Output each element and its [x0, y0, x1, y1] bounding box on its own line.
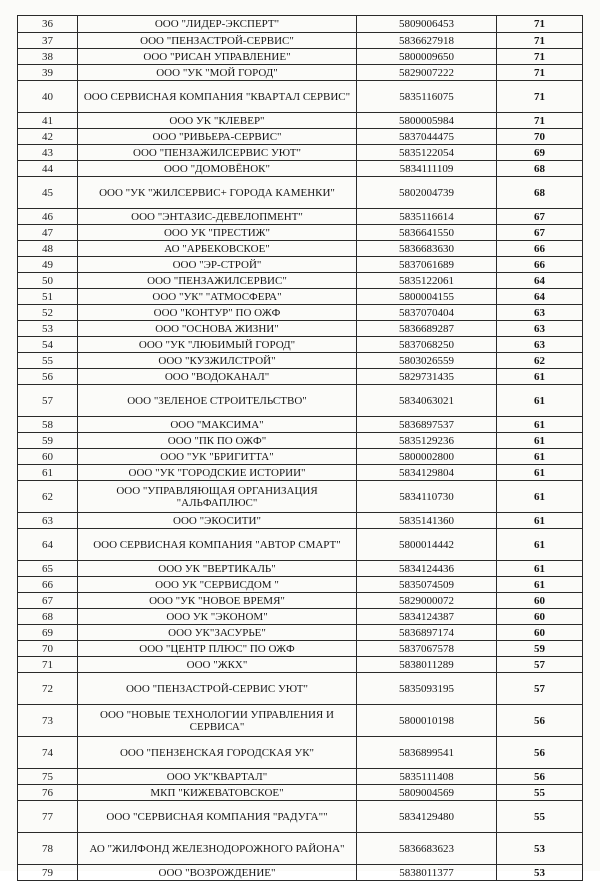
company-name: ООО "ЭНТАЗИС-ДЕВЕЛОПМЕНТ"	[78, 209, 357, 225]
table-row	[18, 609, 583, 625]
company-score: 60	[497, 609, 583, 625]
company-name: АО "ЖИЛФОНД ЖЕЛЕЗНОДОРОЖНОГО РАЙОНА"	[78, 833, 357, 865]
company-name: ООО "УК "НОВОЕ ВРЕМЯ"	[78, 593, 357, 609]
row-number: 77	[18, 801, 78, 833]
row-number: 37	[18, 33, 78, 49]
company-name: ООО УК "ПРЕСТИЖ"	[78, 225, 357, 241]
table-row	[18, 769, 583, 785]
company-name: ООО "ДОМОВЁНОК"	[78, 161, 357, 177]
table-row	[18, 801, 583, 833]
company-score: 61	[497, 481, 583, 513]
row-number: 45	[18, 177, 78, 209]
table-row	[18, 16, 583, 33]
table-row	[18, 161, 583, 177]
company-name: ООО "СЕРВИСНАЯ КОМПАНИЯ "РАДУГА""	[78, 801, 357, 833]
table-row	[18, 289, 583, 305]
company-name: ООО СЕРВИСНАЯ КОМПАНИЯ "КВАРТАЛ СЕРВИС"	[78, 81, 357, 113]
company-name: ООО УК"КВАРТАЛ"	[78, 769, 357, 785]
company-score: 71	[497, 81, 583, 113]
company-inn: 5835122054	[357, 145, 497, 161]
company-inn: 5834110730	[357, 481, 497, 513]
company-inn: 5836627918	[357, 33, 497, 49]
company-inn: 5809004569	[357, 785, 497, 801]
row-number: 65	[18, 561, 78, 577]
company-score: 53	[497, 865, 583, 881]
company-score: 69	[497, 145, 583, 161]
company-name: ООО "ПЕНЗЕНСКАЯ ГОРОДСКАЯ УК"	[78, 737, 357, 769]
table-row	[18, 449, 583, 465]
row-number: 59	[18, 433, 78, 449]
company-score: 63	[497, 337, 583, 353]
company-score: 57	[497, 673, 583, 705]
company-name: ООО "ПЕНЗАЖИЛСЕРВИС"	[78, 273, 357, 289]
company-score: 64	[497, 289, 583, 305]
company-name: ООО "МАКСИМА"	[78, 417, 357, 433]
company-inn: 5835116614	[357, 209, 497, 225]
row-number: 51	[18, 289, 78, 305]
table-row	[18, 385, 583, 417]
company-name: ООО "УК "ЛЮБИМЫЙ ГОРОД"	[78, 337, 357, 353]
company-name: ООО "КУЗЖИЛСТРОЙ"	[78, 353, 357, 369]
company-inn: 5835129236	[357, 433, 497, 449]
table-row	[18, 433, 583, 449]
company-name: ООО УК "ВЕРТИКАЛЬ"	[78, 561, 357, 577]
table-row	[18, 705, 583, 737]
row-number: 61	[18, 465, 78, 481]
table-row	[18, 513, 583, 529]
company-inn: 5837067578	[357, 641, 497, 657]
company-inn: 5835074509	[357, 577, 497, 593]
company-inn: 5834124387	[357, 609, 497, 625]
table-row	[18, 273, 583, 289]
row-number: 78	[18, 833, 78, 865]
row-number: 49	[18, 257, 78, 273]
company-inn: 5834129480	[357, 801, 497, 833]
company-score: 61	[497, 529, 583, 561]
company-name: МКП "КИЖЕВАТОВСКОЕ"	[78, 785, 357, 801]
company-score: 55	[497, 785, 583, 801]
company-name: ООО "УК" "АТМОСФЕРА"	[78, 289, 357, 305]
company-score: 71	[497, 16, 583, 33]
company-score: 61	[497, 369, 583, 385]
table-row	[18, 257, 583, 273]
table-row	[18, 321, 583, 337]
row-number: 58	[18, 417, 78, 433]
company-score: 61	[497, 513, 583, 529]
company-name: ООО "УК "ГОРОДСКИЕ ИСТОРИИ"	[78, 465, 357, 481]
row-number: 38	[18, 49, 78, 65]
company-name: ООО "УПРАВЛЯЮЩАЯ ОРГАНИЗАЦИЯ "АЛЬФАПЛЮС"	[78, 481, 357, 513]
company-name: ООО "ВОЗРОЖДЕНИЕ"	[78, 865, 357, 881]
table-row	[18, 305, 583, 321]
table-row	[18, 209, 583, 225]
company-score: 66	[497, 241, 583, 257]
company-inn: 5800009650	[357, 49, 497, 65]
company-inn: 5838011377	[357, 865, 497, 881]
row-number: 52	[18, 305, 78, 321]
row-number: 76	[18, 785, 78, 801]
company-inn: 5803026559	[357, 353, 497, 369]
table-row	[18, 737, 583, 769]
company-inn: 5834111109	[357, 161, 497, 177]
company-inn: 5829000072	[357, 593, 497, 609]
company-name: ООО "ЦЕНТР ПЛЮС" ПО ОЖФ	[78, 641, 357, 657]
row-number: 79	[18, 865, 78, 881]
company-name: ООО "ПЕНЗАСТРОЙ-СЕРВИС УЮТ"	[78, 673, 357, 705]
company-name: ООО "УК "БРИГИТТА"	[78, 449, 357, 465]
company-score: 63	[497, 305, 583, 321]
row-number: 67	[18, 593, 78, 609]
table-row	[18, 353, 583, 369]
company-name: ООО "ЗЕЛЕНОЕ СТРОИТЕЛЬСТВО"	[78, 385, 357, 417]
table-row	[18, 657, 583, 673]
company-score: 61	[497, 385, 583, 417]
company-inn: 5836897174	[357, 625, 497, 641]
company-name: ООО УК"ЗАСУРЬЕ"	[78, 625, 357, 641]
company-name: ООО УК "СЕРВИСДОМ "	[78, 577, 357, 593]
company-inn: 5835111408	[357, 769, 497, 785]
row-number: 41	[18, 113, 78, 129]
row-number: 54	[18, 337, 78, 353]
table-row	[18, 577, 583, 593]
company-name: ООО "ЛИДЕР-ЭКСПЕРТ"	[78, 16, 357, 33]
company-score: 57	[497, 657, 583, 673]
company-score: 67	[497, 225, 583, 241]
company-inn: 5837068250	[357, 337, 497, 353]
row-number: 50	[18, 273, 78, 289]
company-inn: 5800004155	[357, 289, 497, 305]
table-row	[18, 785, 583, 801]
table-row	[18, 481, 583, 513]
company-score: 61	[497, 433, 583, 449]
company-score: 61	[497, 417, 583, 433]
company-score: 68	[497, 161, 583, 177]
company-name: ООО "УК "МОЙ ГОРОД"	[78, 65, 357, 81]
row-number: 57	[18, 385, 78, 417]
company-name: ООО "ВОДОКАНАЛ"	[78, 369, 357, 385]
company-inn: 5837061689	[357, 257, 497, 273]
row-number: 36	[18, 16, 78, 33]
company-score: 61	[497, 449, 583, 465]
table-row	[18, 241, 583, 257]
table-row	[18, 593, 583, 609]
table-row	[18, 129, 583, 145]
company-score: 56	[497, 705, 583, 737]
company-name: ООО "ЖКХ"	[78, 657, 357, 673]
company-inn: 5836683623	[357, 833, 497, 865]
company-score: 55	[497, 801, 583, 833]
row-number: 55	[18, 353, 78, 369]
table-row	[18, 529, 583, 561]
company-name: ООО УК "КЛЕВЕР"	[78, 113, 357, 129]
company-score: 61	[497, 577, 583, 593]
company-score: 63	[497, 321, 583, 337]
row-number: 48	[18, 241, 78, 257]
table-row	[18, 33, 583, 49]
company-name: АО "АРБЕКОВСКОЕ"	[78, 241, 357, 257]
company-name: ООО "ПЕНЗАСТРОЙ-СЕРВИС"	[78, 33, 357, 49]
company-inn: 5834124436	[357, 561, 497, 577]
table-row	[18, 369, 583, 385]
table-row	[18, 641, 583, 657]
row-number: 39	[18, 65, 78, 81]
table-row	[18, 417, 583, 433]
company-inn: 5802004739	[357, 177, 497, 209]
company-name: ООО "ЭР-СТРОЙ"	[78, 257, 357, 273]
row-number: 43	[18, 145, 78, 161]
company-name: ООО "НОВЫЕ ТЕХНОЛОГИИ УПРАВЛЕНИЯ И СЕРВИСА"	[78, 705, 357, 737]
company-score: 60	[497, 593, 583, 609]
company-inn: 5829731435	[357, 369, 497, 385]
company-name: ООО "УК "ЖИЛСЕРВИС+ ГОРОДА КАМЕНКИ"	[78, 177, 357, 209]
row-number: 71	[18, 657, 78, 673]
company-name: ООО "ЭКОСИТИ"	[78, 513, 357, 529]
row-number: 47	[18, 225, 78, 241]
company-score: 66	[497, 257, 583, 273]
company-inn: 5800014442	[357, 529, 497, 561]
table-row	[18, 65, 583, 81]
row-number: 62	[18, 481, 78, 513]
row-number: 74	[18, 737, 78, 769]
company-score: 62	[497, 353, 583, 369]
rating-table-body	[18, 16, 583, 881]
table-row	[18, 113, 583, 129]
table-row	[18, 225, 583, 241]
company-inn: 5800002800	[357, 449, 497, 465]
row-number: 73	[18, 705, 78, 737]
company-inn: 5800010198	[357, 705, 497, 737]
row-number: 75	[18, 769, 78, 785]
row-number: 44	[18, 161, 78, 177]
company-score: 61	[497, 561, 583, 577]
company-name: ООО СЕРВИСНАЯ КОМПАНИЯ "АВТОР СМАРТ"	[78, 529, 357, 561]
company-score: 71	[497, 49, 583, 65]
rating-table	[17, 15, 583, 881]
company-score: 60	[497, 625, 583, 641]
company-inn: 5838011289	[357, 657, 497, 673]
company-inn: 5800005984	[357, 113, 497, 129]
company-score: 59	[497, 641, 583, 657]
company-inn: 5837070404	[357, 305, 497, 321]
company-score: 61	[497, 465, 583, 481]
company-inn: 5829007222	[357, 65, 497, 81]
table-row	[18, 865, 583, 881]
row-number: 42	[18, 129, 78, 145]
company-inn: 5836641550	[357, 225, 497, 241]
company-inn: 5836897537	[357, 417, 497, 433]
table-row	[18, 625, 583, 641]
company-inn: 5834129804	[357, 465, 497, 481]
company-name: ООО "РИСАН УПРАВЛЕНИЕ"	[78, 49, 357, 65]
row-number: 69	[18, 625, 78, 641]
company-inn: 5834063021	[357, 385, 497, 417]
table-row	[18, 49, 583, 65]
company-inn: 5809006453	[357, 16, 497, 33]
company-name: ООО УК "ЭКОНОМ"	[78, 609, 357, 625]
company-score: 71	[497, 33, 583, 49]
company-inn: 5835116075	[357, 81, 497, 113]
company-inn: 5836683630	[357, 241, 497, 257]
table-row	[18, 465, 583, 481]
row-number: 40	[18, 81, 78, 113]
company-score: 53	[497, 833, 583, 865]
company-inn: 5835093195	[357, 673, 497, 705]
company-score: 71	[497, 113, 583, 129]
row-number: 70	[18, 641, 78, 657]
company-inn: 5835122061	[357, 273, 497, 289]
table-row	[18, 81, 583, 113]
row-number: 64	[18, 529, 78, 561]
row-number: 63	[18, 513, 78, 529]
company-inn: 5836689287	[357, 321, 497, 337]
company-score: 68	[497, 177, 583, 209]
company-score: 56	[497, 769, 583, 785]
company-name: ООО "ПК ПО ОЖФ"	[78, 433, 357, 449]
row-number: 46	[18, 209, 78, 225]
table-row	[18, 561, 583, 577]
company-score: 71	[497, 65, 583, 81]
row-number: 56	[18, 369, 78, 385]
company-inn: 5837044475	[357, 129, 497, 145]
table-row	[18, 177, 583, 209]
row-number: 72	[18, 673, 78, 705]
company-score: 56	[497, 737, 583, 769]
company-name: ООО "ОСНОВА ЖИЗНИ"	[78, 321, 357, 337]
row-number: 60	[18, 449, 78, 465]
company-score: 70	[497, 129, 583, 145]
company-inn: 5836899541	[357, 737, 497, 769]
table-row	[18, 337, 583, 353]
table-row	[18, 673, 583, 705]
company-inn: 5835141360	[357, 513, 497, 529]
row-number: 53	[18, 321, 78, 337]
company-name: ООО "КОНТУР" ПО ОЖФ	[78, 305, 357, 321]
company-score: 64	[497, 273, 583, 289]
table-row	[18, 145, 583, 161]
row-number: 66	[18, 577, 78, 593]
table-row	[18, 833, 583, 865]
company-name: ООО "ПЕНЗАЖИЛСЕРВИС УЮТ"	[78, 145, 357, 161]
company-name: ООО "РИВЬЕРА-СЕРВИС"	[78, 129, 357, 145]
company-score: 67	[497, 209, 583, 225]
row-number: 68	[18, 609, 78, 625]
